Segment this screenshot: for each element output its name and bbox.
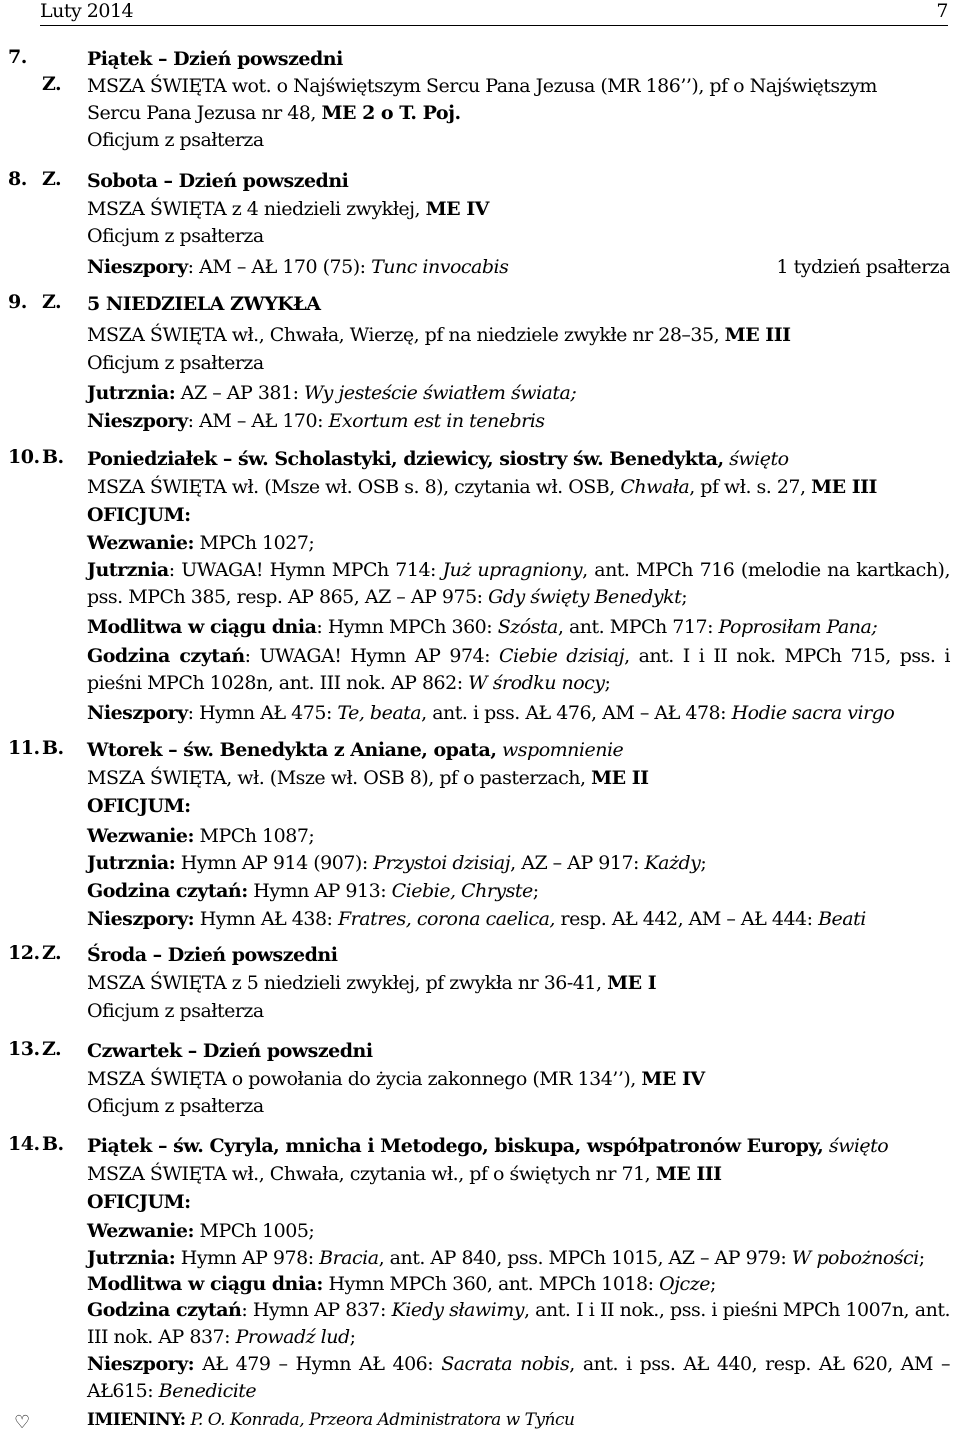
office-heading: OFICJUM: [87,1191,191,1213]
office-line: Oficjum z psałterza [87,1095,264,1117]
office-heading: OFICJUM: [87,795,191,817]
invitatory-line: Wezwanie: MPCh 1087; [87,825,315,847]
day-title: Piątek – św. Cyryla, mnicha i Metodego, biskupa, współpatronów Europy, święto [87,1135,889,1157]
lauds-line: Jutrznia: Hymn AP 914 (907): Przystoi dzisiaj, AZ – AP 917: Każdy; [87,852,707,874]
day-title: Czwartek – Dzień powszedni [87,1040,373,1062]
mass-line: MSZA ŚWIĘTA z 4 niedzieli zwykłej, ME IV [87,198,489,220]
day-title: Piątek – Dzień powszedni [87,48,343,70]
office-heading: OFICJUM: [87,504,191,526]
day-title: 5 NIEDZIELA ZWYKŁA [87,293,321,315]
midday-line: Modlitwa w ciągu dnia: Hymn MPCh 360, ant. MPCh 1018: Ojcze; [87,1273,716,1295]
mass-line: MSZA ŚWIĘTA, wł. (Msze wł. OSB 8), pf o pasterzach, ME II [87,767,649,789]
invitatory-line: Wezwanie: MPCh 1005; [87,1220,315,1242]
office-line: Oficjum z psałterza [87,1000,264,1022]
feast-rank: święto [828,1135,889,1157]
lauds-line: Jutrznia: UWAGA! Hymn MPCh 714: Już upragniony, ant. MPCh 716 (melodie na kartkach), pss. MPCh 385, resp. AP 865, AZ – AP 975: Gdy święty Benedykt; [87,559,951,608]
day-number: 12. [8,942,40,964]
mass-line: MSZA ŚWIĘTA wł., Chwała, Wierzę, pf na niedziele zwykłe nr 28–35, ME III [87,324,791,346]
day-number: 7. [8,46,27,68]
vespers-line: Nieszpory: Hymn AŁ 438: Fratres, corona caelica, resp. AŁ 442, AM – AŁ 444: Beati [87,908,866,930]
mass-line: MSZA ŚWIĘTA wot. o Najświętszym Sercu Pana Jezusa (MR 186’’), pf o Najświętszym Sercu Pana Jezusa nr 48, ME 2 o T. Poj. [87,75,877,124]
office-line: Oficjum z psałterza [87,352,264,374]
day-title: Wtorek – św. Benedykta z Aniane, opata, wspomnienie [87,739,624,761]
day-code: Z. [42,168,62,190]
office-line: Oficjum z psałterza [87,225,264,247]
day-title: Sobota – Dzień powszedni [87,170,349,192]
day-number: 14. [8,1133,40,1155]
day-code: Z. [42,1038,62,1060]
day-title: Środa – Dzień powszedni [87,944,338,966]
feast-rank: wspomnienie [502,739,624,761]
day-number: 9. [8,291,27,313]
day-number: 10. [8,446,40,468]
mass-line: MSZA ŚWIĘTA wł., Chwała, czytania wł., pf o świętych nr 71, ME III [87,1163,722,1185]
mass-line: MSZA ŚWIĘTA o powołania do życia zakonnego (MR 134’’), ME IV [87,1068,705,1090]
feast-rank: święto [729,448,789,470]
day-code: Z. [42,73,62,95]
header-month: Luty 2014 [40,0,134,22]
heart-icon: ♡ [14,1412,30,1433]
day-number: 13. [8,1038,40,1060]
vespers-line: Nieszpory: Hymn AŁ 475: Te, beata, ant. i pss. AŁ 476, AM – AŁ 478: Hodie sacra virgo [87,702,895,724]
header-rule [40,25,948,26]
lauds-line: Jutrznia: AZ – AP 381: Wy jesteście światłem świata; [87,382,577,404]
day-code: Z. [42,942,62,964]
day-code: B. [42,446,64,468]
page-header [0,0,960,22]
day-title: Poniedziałek – św. Scholastyki, dziewicy, siostry św. Benedykta, święto [87,448,789,470]
vespers-line: Nieszpory: AM – AŁ 170: Exortum est in tenebris [87,410,545,432]
day-code: Z. [42,291,62,313]
mass-line: MSZA ŚWIĘTA wł. (Msze wł. OSB s. 8), czytania wł. OSB, Chwała, pf wł. s. 27, ME III [87,476,877,498]
lauds-line: Jutrznia: Hymn AP 978: Bracia, ant. AP 840, pss. MPCh 1015, AZ – AP 979: W pobożności; [87,1247,925,1269]
mass-line: MSZA ŚWIĘTA z 5 niedzieli zwykłej, pf zwykła nr 36-41, ME I [87,972,657,994]
office-line: Oficjum z psałterza [87,129,264,151]
readings-line: Godzina czytań: Hymn AP 913: Ciebie, Chryste; [87,880,539,902]
day-code: B. [42,737,64,759]
vespers-line: Nieszpory: AM – AŁ 170 (75): Tunc invocabis [87,256,509,278]
readings-line: Godzina czytań: Hymn AP 837: Kiedy sławimy, ant. I i II nok., pss. i pieśni MPCh 1007n, ant. III nok. AP 837: Prowadź lud; [87,1299,950,1348]
invitatory-line: Wezwanie: MPCh 1027; [87,532,315,554]
psalter-week-note: 1 tydzień psałterza [776,256,950,278]
day-number: 8. [8,168,27,190]
day-code: B. [42,1133,64,1155]
midday-line: Modlitwa w ciągu dnia: Hymn MPCh 360: Szósta, ant. MPCh 717: Poprosiłam Pana; [87,616,878,638]
vespers-line: Nieszpory: AŁ 479 – Hymn AŁ 406: Sacrata nobis, ant. i pss. AŁ 440, resp. AŁ 620, AM – AŁ615: Benedicite [87,1353,950,1402]
page-number: 7 [936,0,948,22]
day-number: 11. [8,737,40,759]
readings-line: Godzina czytań: UWAGA! Hymn AP 974: Ciebie dzisiaj, ant. I i II nok. MPCh 715, pss. i pieśni MPCh 1028n, ant. III nok. AP 862: W środku nocy; [87,645,950,694]
names-day-line: IMIENINY: P. O. Konrada, Przeora Administratora w Tyńcu [87,1410,575,1430]
